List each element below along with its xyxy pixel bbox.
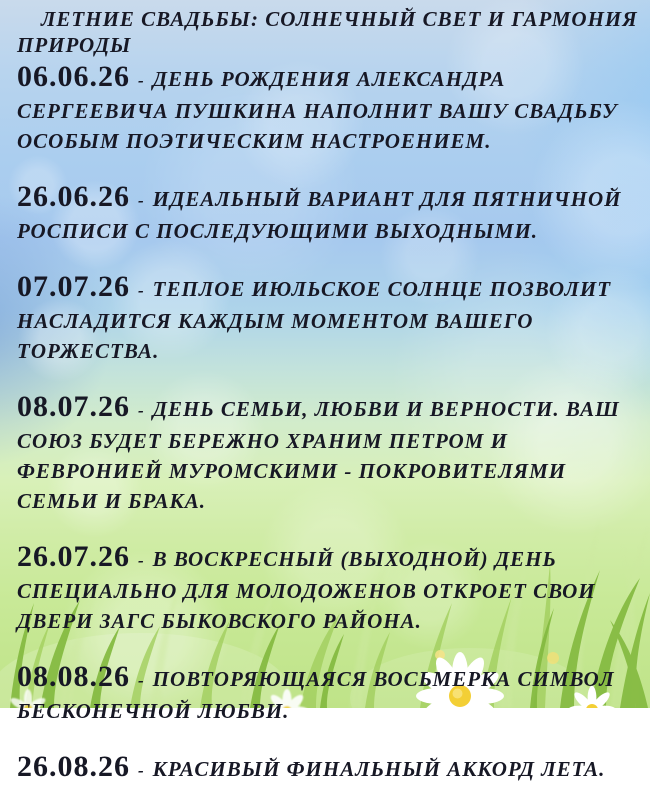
wedding-date-entry [17,392,648,516]
entry-separator: - [138,671,145,690]
entry-date: 07.07.26 [17,270,130,303]
entry-date: 26.07.26 [17,540,130,573]
entry-date: 08.07.26 [17,390,130,423]
wedding-date-entry [17,182,648,246]
entry-date: 08.08.26 [17,660,130,693]
entry-text: ИДЕАЛЬНЫЙ ВАРИАНТ ДЛЯ ПЯТНИЧНОЙ РОСПИСИ С ПОСЛЕДУЮЩИМИ ВЫХОДНЫМИ. [17,187,621,243]
entry-separator: - [138,191,145,210]
entry-date: 26.08.26 [17,750,130,783]
entry-text: ДЕНЬ СЕМЬИ, ЛЮБВИ И ВЕРНОСТИ. ВАШ СОЮЗ БУДЕТ БЕРЕЖНО ХРАНИМ ПЕТРОМ И ФЕВРОНИЕЙ МУРОМСКИМИ - ПОКРОВИТЕЛЯМИ СЕМЬИ И БРАКА. [17,397,620,513]
entry-date: 26.06.26 [17,180,130,213]
entry-separator: - [138,761,145,780]
entry-separator: - [138,281,145,300]
wedding-date-entry [17,542,648,636]
page-title: ЛЕТНИЕ СВАДЬБЫ: СОЛНЕЧНЫЙ СВЕТ И ГАРМОНИЯ ПРИРОДЫ [17,6,648,58]
wedding-date-entry [17,662,648,726]
entry-separator: - [138,71,145,90]
wedding-date-entry [17,752,648,786]
wedding-date-entry [17,62,648,156]
entry-separator: - [138,401,145,420]
entry-text: ДЕНЬ РОЖДЕНИЯ АЛЕКСАНДРА СЕРГЕЕВИЧА ПУШКИНА НАПОЛНИТ ВАШУ СВАДЬБУ ОСОБЫМ ПОЭТИЧЕСКИМ НАСТРОЕНИЕМ. [17,67,618,153]
wedding-date-entry [17,272,648,366]
entry-text: КРАСИВЫЙ ФИНАЛЬНЫЙ АККОРД ЛЕТА. [153,757,606,781]
entry-date: 06.06.26 [17,60,130,93]
entry-separator: - [138,551,145,570]
entry-text: ПОВТОРЯЮЩАЯСЯ ВОСЬМЕРКА СИМВОЛ БЕСКОНЕЧНОЙ ЛЮБВИ. [17,667,615,723]
entry-text: В ВОСКРЕСНЫЙ (ВЫХОДНОЙ) ДЕНЬ СПЕЦИАЛЬНО ДЛЯ МОЛОДОЖЕНОВ ОТКРОЕТ СВОИ ДВЕРИ ЗАГС БЫКОВСКОГО РАЙОНА. [17,547,596,633]
entry-text: ТЕПЛОЕ ИЮЛЬСКОЕ СОЛНЦЕ ПОЗВОЛИТ НАСЛАДИТСЯ КАЖДЫМ МОМЕНТОМ ВАШЕГО ТОРЖЕСТВА. [17,277,611,363]
